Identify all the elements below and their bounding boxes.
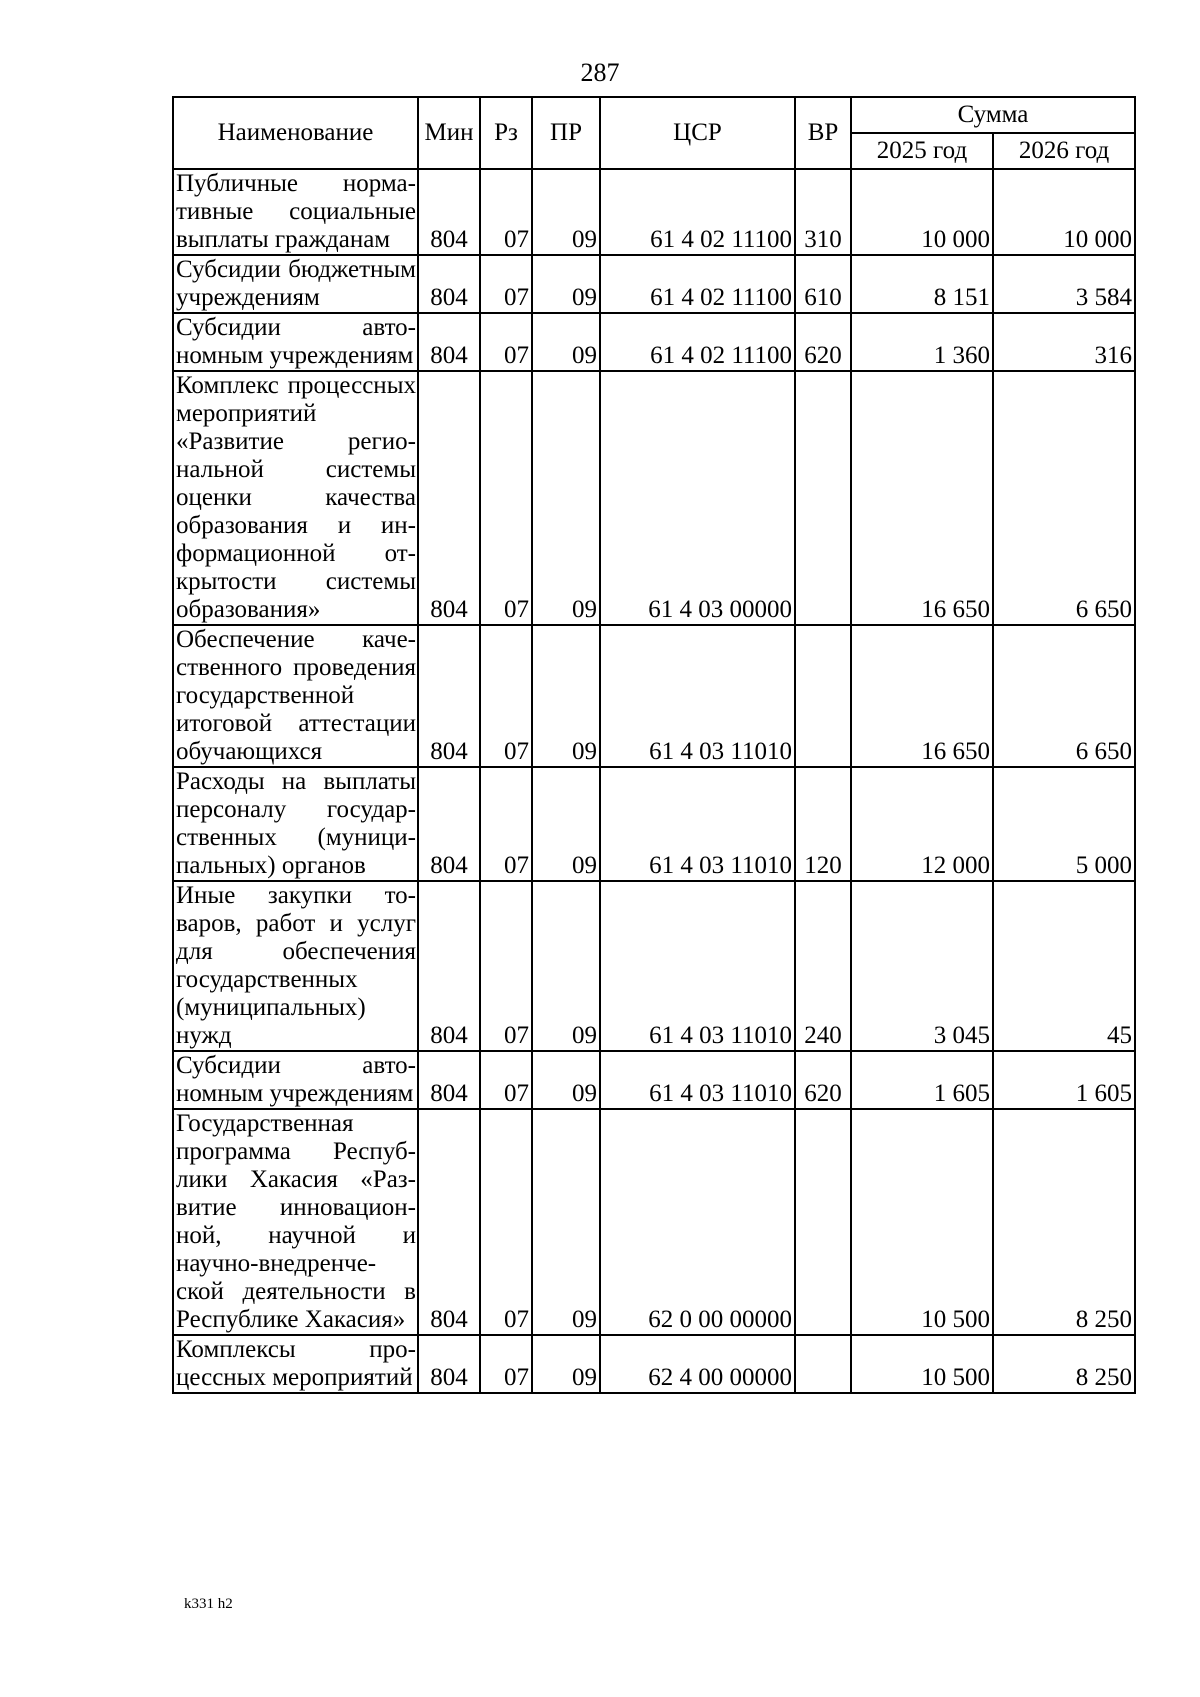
cell-min: 804 — [418, 1109, 480, 1335]
cell-min: 804 — [418, 1335, 480, 1393]
cell-2026: 8 250 — [993, 1109, 1135, 1335]
cell-pr: 09 — [532, 1109, 600, 1335]
budget-table — [172, 96, 1136, 1394]
cell-pr: 09 — [532, 255, 600, 313]
cell-name: Комплекс процессных мероприятий «Развитие региональной системы оценки качества образования и информационной открытости системы образования» — [173, 371, 418, 625]
cell-2026: 5 000 — [993, 767, 1135, 881]
header-year-2025: 2025 год — [851, 133, 993, 169]
cell-vr: 240 — [795, 881, 851, 1051]
table-row — [173, 1335, 1135, 1393]
cell-pr: 09 — [532, 1051, 600, 1109]
cell-rz: 07 — [480, 881, 532, 1051]
cell-csr: 61 4 02 11100 — [600, 255, 795, 313]
cell-min: 804 — [418, 255, 480, 313]
table-row — [173, 1109, 1135, 1335]
cell-vr: 610 — [795, 255, 851, 313]
cell-vr: 620 — [795, 313, 851, 371]
cell-2025: 10 000 — [851, 169, 993, 255]
cell-vr: 310 — [795, 169, 851, 255]
table-row — [173, 881, 1135, 1051]
cell-rz: 07 — [480, 371, 532, 625]
table-row — [173, 371, 1135, 625]
table-row — [173, 255, 1135, 313]
cell-pr: 09 — [532, 767, 600, 881]
cell-pr: 09 — [532, 881, 600, 1051]
table-row — [173, 767, 1135, 881]
header-year-2026: 2026 год — [993, 133, 1135, 169]
cell-name: Обеспечение качественного проведения государственной итоговой аттестации обучающихся — [173, 625, 418, 767]
cell-2025: 12 000 — [851, 767, 993, 881]
cell-2026: 6 650 — [993, 371, 1135, 625]
cell-pr: 09 — [532, 313, 600, 371]
cell-csr: 61 4 03 11010 — [600, 1051, 795, 1109]
cell-vr — [795, 371, 851, 625]
header-csr: ЦСР — [600, 97, 795, 169]
cell-csr: 61 4 03 00000 — [600, 371, 795, 625]
header-vr: ВР — [795, 97, 851, 169]
cell-rz: 07 — [480, 1109, 532, 1335]
cell-2025: 8 151 — [851, 255, 993, 313]
cell-rz: 07 — [480, 313, 532, 371]
cell-vr — [795, 1335, 851, 1393]
cell-min: 804 — [418, 371, 480, 625]
cell-2026: 10 000 — [993, 169, 1135, 255]
cell-2025: 10 500 — [851, 1109, 993, 1335]
cell-name: Иные закупки товаров, работ и услуг для обеспечения государственных (муниципальных) нужд — [173, 881, 418, 1051]
cell-name: Комплексы процессных мероприятий — [173, 1335, 418, 1393]
cell-csr: 61 4 03 11010 — [600, 881, 795, 1051]
cell-name: Субсидии автономным учреждениям — [173, 1051, 418, 1109]
table-header — [173, 97, 1135, 169]
cell-name: Субсидии бюджетным учреждениям — [173, 255, 418, 313]
cell-vr: 120 — [795, 767, 851, 881]
cell-csr: 62 4 00 00000 — [600, 1335, 795, 1393]
cell-min: 804 — [418, 169, 480, 255]
cell-name: Расходы на выплаты персоналу государственных (муниципальных) органов — [173, 767, 418, 881]
table-row — [173, 313, 1135, 371]
cell-rz: 07 — [480, 1051, 532, 1109]
cell-2025: 1 360 — [851, 313, 993, 371]
cell-2025: 16 650 — [851, 625, 993, 767]
cell-csr: 61 4 03 11010 — [600, 767, 795, 881]
cell-csr: 61 4 03 11010 — [600, 625, 795, 767]
cell-2026: 6 650 — [993, 625, 1135, 767]
cell-min: 804 — [418, 1051, 480, 1109]
table-body — [173, 169, 1135, 1393]
cell-rz: 07 — [480, 169, 532, 255]
cell-2025: 16 650 — [851, 371, 993, 625]
header-min: Мин — [418, 97, 480, 169]
cell-pr: 09 — [532, 1335, 600, 1393]
cell-2026: 8 250 — [993, 1335, 1135, 1393]
cell-2025: 3 045 — [851, 881, 993, 1051]
header-pr: ПР — [532, 97, 600, 169]
page-number: 287 — [580, 58, 620, 87]
cell-min: 804 — [418, 625, 480, 767]
table-row — [173, 625, 1135, 767]
cell-min: 804 — [418, 767, 480, 881]
header-sum: Сумма — [851, 97, 1135, 133]
table-row — [173, 169, 1135, 255]
cell-name: Публичные нормативные социальные выплаты гражданам — [173, 169, 418, 255]
cell-2026: 3 584 — [993, 255, 1135, 313]
table-row — [173, 1051, 1135, 1109]
cell-2026: 45 — [993, 881, 1135, 1051]
cell-2026: 316 — [993, 313, 1135, 371]
cell-pr: 09 — [532, 625, 600, 767]
cell-csr: 61 4 02 11100 — [600, 169, 795, 255]
cell-name: Субсидии автономным учреждениям — [173, 313, 418, 371]
cell-2025: 1 605 — [851, 1051, 993, 1109]
cell-2026: 1 605 — [993, 1051, 1135, 1109]
cell-csr: 62 0 00 00000 — [600, 1109, 795, 1335]
cell-pr: 09 — [532, 169, 600, 255]
cell-name: Государственная программа Республики Хакасия «Развитие инновационной, научной и научно-внедренческой деятельности в Республике Хакасия» — [173, 1109, 418, 1335]
footer-code: k331 h2 — [184, 1596, 233, 1612]
header-rz: Рз — [480, 97, 532, 169]
header-name: Наименование — [173, 97, 418, 169]
cell-rz: 07 — [480, 625, 532, 767]
cell-min: 804 — [418, 313, 480, 371]
cell-rz: 07 — [480, 1335, 532, 1393]
cell-pr: 09 — [532, 371, 600, 625]
cell-rz: 07 — [480, 767, 532, 881]
cell-vr — [795, 1109, 851, 1335]
cell-rz: 07 — [480, 255, 532, 313]
cell-min: 804 — [418, 881, 480, 1051]
cell-2025: 10 500 — [851, 1335, 993, 1393]
cell-vr: 620 — [795, 1051, 851, 1109]
cell-csr: 61 4 02 11100 — [600, 313, 795, 371]
cell-vr — [795, 625, 851, 767]
